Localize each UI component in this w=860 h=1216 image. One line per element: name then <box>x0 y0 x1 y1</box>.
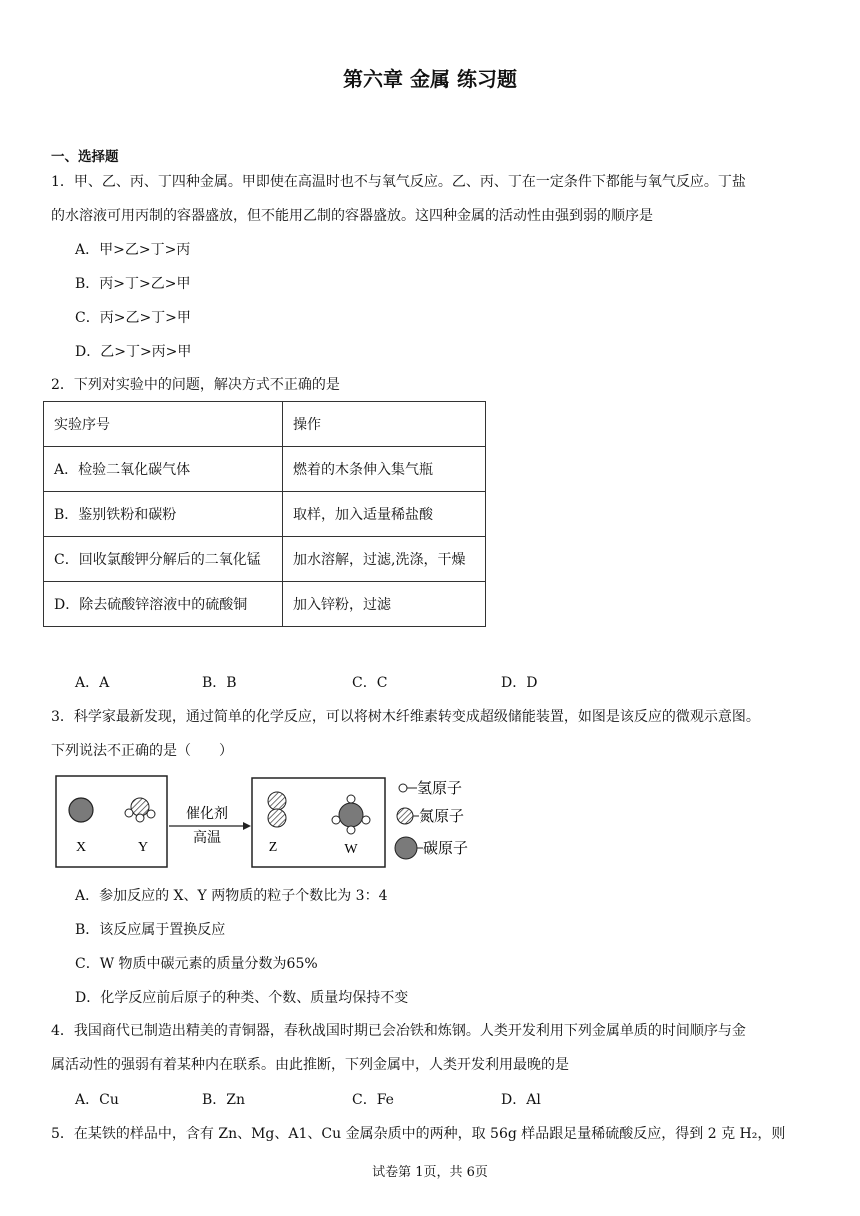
label-y: Y <box>137 840 149 855</box>
arrow-condition-bottom: 高温 <box>193 830 221 846</box>
q5-stem-line1: 5．在某铁的样品中，含有 Zn、Mg、A1、Cu 金属杂质中的两种，取 56g 样品跟足量稀硫酸反应，得到 2 克 H₂，则 <box>51 1126 786 1142</box>
legend-hydrogen <box>399 779 462 797</box>
table-cell: 燃着的木条伸入集气瓶 <box>283 447 486 492</box>
table-row <box>44 492 486 537</box>
q3-option-b: B．该反应属于置换反应 <box>75 922 226 938</box>
q1-option-a: A．甲>乙>丁>丙 <box>75 242 191 258</box>
q2-stem: 2．下列对实验中的问题，解决方式不正确的是 <box>51 377 340 393</box>
label-w: W <box>344 842 358 857</box>
table-header-cell: 实验序号 <box>44 402 283 447</box>
q1-stem-line2: 的水溶液可用丙制的容器盛放，但不能用乙制的容器盛放。这四种金属的活动性由强到弱的顺序是 <box>51 208 653 224</box>
legend-label-hydrogen: 氢原子 <box>417 779 463 797</box>
q3-stem-line2: 下列说法不正确的是（ ） <box>51 743 233 759</box>
table-cell: 取样，加入适量稀盐酸 <box>283 492 486 537</box>
table-row <box>44 582 486 627</box>
q4-option-b: B．Zn <box>202 1092 246 1108</box>
q4-stem-line2: 属活动性的强弱有着某种内在联系。由此推断，下列金属中，人类开发利用最晚的是 <box>51 1057 569 1073</box>
table-cell: A．检验二氧化碳气体 <box>44 447 283 492</box>
table-header-cell: 操作 <box>283 402 486 447</box>
legend-label-nitrogen: 氮原子 <box>419 807 465 825</box>
reactants-box <box>56 776 167 867</box>
q4-stem-line1: 4．我国商代已制造出精美的青铜器，春秋战国时期已会冶铁和炼钢。人类开发利用下列金属单质的时间顺序与金 <box>51 1023 746 1039</box>
ammonia-molecule-icon <box>125 798 155 822</box>
nitrogen-molecule-icon <box>268 792 286 827</box>
q2-option-c: C．C <box>352 675 388 691</box>
legend-nitrogen <box>397 807 464 825</box>
table-header-row <box>44 402 486 447</box>
table-row <box>44 537 486 582</box>
q3-option-c: C．W 物质中碳元素的质量分数为65% <box>75 956 318 972</box>
reaction-diagram <box>55 772 525 868</box>
q1-stem-line1: 1．甲、乙、丙、丁四种金属。甲即使在高温时也不与氧气反应。乙、丙、丁在一定条件下都能与氧气反应。丁盐 <box>51 174 746 190</box>
q4-option-c: C．Fe <box>352 1092 394 1108</box>
q2-table <box>43 401 486 627</box>
table-cell: D．除去硫酸锌溶液中的硫酸铜 <box>44 582 283 627</box>
table-cell: B．鉴别铁粉和碳粉 <box>44 492 283 537</box>
label-z: Z <box>268 840 278 855</box>
page-footer: 试卷第 1页，共 6页 <box>372 1165 488 1180</box>
q2-option-d: D．D <box>501 675 538 691</box>
q3-option-d: D．化学反应前后原子的种类、个数、质量均保持不变 <box>75 990 409 1006</box>
q3-option-a: A．参加反应的 X、Y 两物质的粒子个数比为 3：4 <box>75 888 388 904</box>
legend-carbon <box>395 837 468 859</box>
q2-option-a: A．A <box>75 675 110 691</box>
q4-option-d: D．Al <box>501 1092 541 1108</box>
q2-option-b: B．B <box>202 675 237 691</box>
methane-molecule-icon <box>332 795 370 834</box>
q1-option-d: D．乙>丁>丙>甲 <box>75 344 192 360</box>
label-x: X <box>75 840 87 855</box>
section-heading: 一、选择题 <box>51 149 119 165</box>
arrow-head-icon <box>243 822 251 830</box>
q4-option-a: A．Cu <box>75 1092 119 1108</box>
table-cell: 加入锌粉，过滤 <box>283 582 486 627</box>
table-cell: 加水溶解，过滤,洗涤，干燥 <box>283 537 486 582</box>
arrow-condition-top: 催化剂 <box>186 806 228 822</box>
table-cell: C．回收氯酸钾分解后的二氧化锰 <box>44 537 283 582</box>
page-title: 第六章 金属 练习题 <box>343 67 517 91</box>
q3-stem-line1: 3．科学家最新发现，通过简单的化学反应，可以将树木纤维素转变成超级储能装置，如图是该反应的微观示意图。 <box>51 709 760 725</box>
legend-label-carbon: 碳原子 <box>423 839 469 857</box>
carbon-atom-icon <box>69 798 93 822</box>
table-row <box>44 447 486 492</box>
q1-option-c: C．丙>乙>丁>甲 <box>75 310 191 326</box>
q1-option-b: B．丙>丁>乙>甲 <box>75 276 191 292</box>
